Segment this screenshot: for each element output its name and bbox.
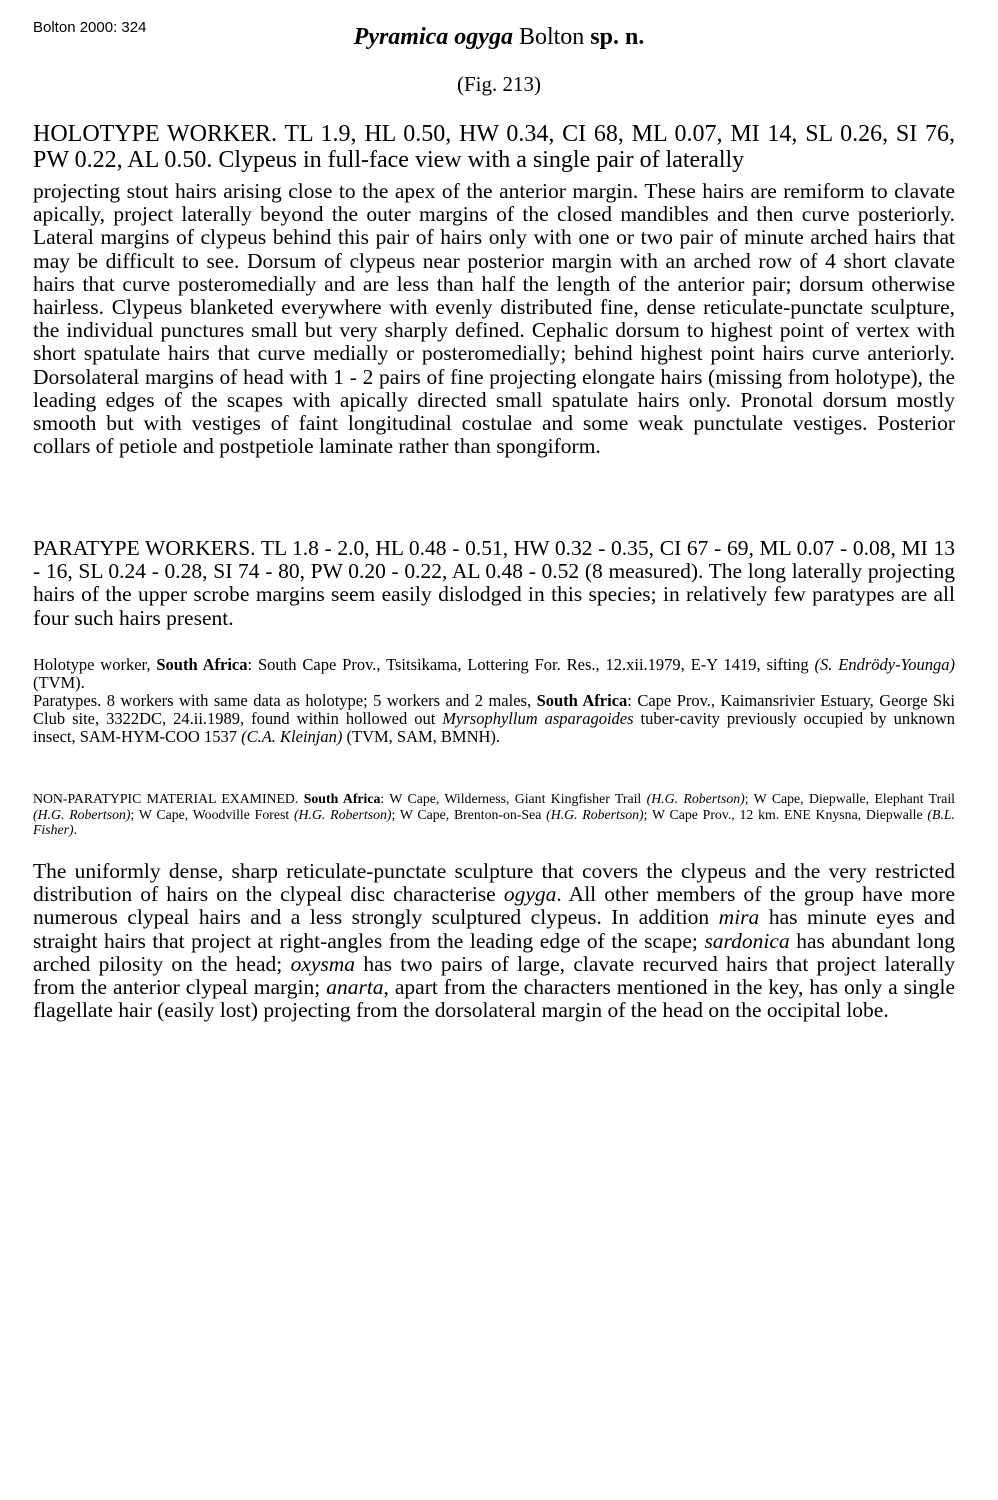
discussion-section — [33, 860, 955, 1022]
discussion-text: has minute eyes and straight hairs that project at right-angles from the leading edge of the scape; — [33, 905, 955, 953]
holotype-prefix: Holotype worker, — [33, 655, 157, 674]
paratypes-rest: tuber-cavity previously occupied by unknown insect, SAM-HYM-COO 1537 — [33, 709, 955, 746]
discussion-text: has abundant long arched pilosity on the head; — [33, 928, 955, 976]
collector: (B.L. Fisher) — [33, 806, 956, 837]
holotype-locality: : South Cape Prov., Tsitsikama, Lottering For. Res., 12.xii.1979, E-Y 1419, sifting — [247, 655, 815, 674]
locality: ; W Cape, Diepwalle, Elephant Trail — [744, 791, 955, 806]
locality: ; W Cape Prov., 12 km. ENE Knysna, Diepwalle — [643, 806, 928, 822]
species-mira: mira — [718, 905, 760, 930]
non-paratypic-heading: NON-PARATYPIC MATERIAL EXAMINED. — [33, 791, 304, 806]
paratype-workers-section — [33, 537, 955, 630]
holotype-measurements-text: TL 1.9, HL 0.50, HW 0.34, CI 68, ML 0.07, MI 14, SL 0.26, SI 76, PW 0.22, AL 0.50. Clypeus in full-face view with a single pair of laterally — [33, 121, 956, 173]
locality: : W Cape, Wilderness, Giant Kingfisher Trail — [380, 791, 647, 806]
species-oxysma: oxysma — [290, 951, 356, 976]
paratypes-plant: Myrsophyllum asparagoides — [442, 709, 634, 728]
collector: (H.G. Robertson) — [293, 806, 392, 822]
paratypes-collector: (C.A. Kleinjan) — [241, 727, 343, 746]
record-end: . — [73, 822, 78, 837]
discussion-text: , apart from the characters mentioned in the key, has only a single flagellate hair (easily lost) projecting from the dorsolateral margin of the head on the occipital lobe. — [33, 975, 955, 1023]
species-status: sp. n. — [590, 24, 645, 50]
holotype-measurements — [33, 121, 955, 173]
species-title — [0, 24, 998, 51]
page-reference: Bolton 2000: 324 — [33, 19, 147, 36]
material-section — [33, 656, 955, 746]
discussion-text: . All other members of the group have more numerous clypeal hairs and a less strongly sculptured clypeus. In addition — [33, 882, 955, 930]
locality: ; W Cape, Woodville Forest — [130, 806, 294, 822]
holotype-collector: (S. Endrödy-Younga) — [814, 655, 955, 674]
species-anarta: anarta — [326, 975, 384, 1000]
collector: (H.G. Robertson) — [33, 806, 131, 822]
paratype-heading: PARATYPE WORKERS. — [33, 536, 256, 560]
paratypes-prefix: Paratypes. 8 workers with same data as holotype; 5 workers and 2 males, — [33, 691, 537, 710]
collector: (H.G. Robertson) — [646, 791, 745, 806]
holotype-country: South Africa — [156, 655, 248, 674]
holotype-heading: HOLOTYPE WORKER. — [33, 121, 277, 147]
paratype-text: TL 1.8 - 2.0, HL 0.48 - 0.51, HW 0.32 - 0.35, CI 67 - 69, ML 0.07 - 0.08, MI 13 - 16, SL 0.24 - 0.28, SI 74 - 80, PW 0.20 - 0.22, AL 0.48 - 0.52 (8 measured). The long laterally projecting hairs of the upper scrobe margins seem easily dislodged in this species; in relatively few paratypes are all four such hairs present. — [33, 536, 955, 630]
holotype-description — [33, 180, 955, 458]
species-ogyga: ogyga — [503, 882, 557, 907]
discussion-text: has two pairs of large, clavate recurved hairs that project laterally from the anterior clypeal margin; — [33, 951, 955, 1000]
non-paratypic-country: South Africa — [303, 791, 381, 806]
paratypes-locality: : Cape Prov., Kaimansrivier Estuary, George Ski Club site, 3322DC, 24.ii.1989, found within hollowed out — [33, 691, 955, 728]
paratypes-depository: (TVM, SAM, BMNH). — [342, 727, 501, 746]
discussion-text: The uniformly dense, sharp reticulate-punctate sculpture that covers the clypeus and the very restricted distribution of hairs on the clypeal disc characterise — [33, 859, 955, 907]
holotype-record — [33, 656, 955, 692]
non-paratypic-material — [33, 791, 955, 838]
species-name: Pyramica ogyga — [353, 24, 513, 50]
holotype-description-text: projecting stout hairs arising close to the apex of the anterior margin. These hairs are remiform to clavate apically, project laterally beyond the outer margins of the closed mandibles and then curve posteriorly. Lateral margins of clypeus behind this pair of hairs only with one or two pair of minute arched hairs that may be difficult to see. Dorsum of clypeus near posterior margin with an arched row of 4 short clavate hairs that curve posteromedially and are less than half the length of the anterior pair; dorsum otherwise hairless. Clypeus blanketed everywhere with evenly distributed fine, dense reticulate-punctate sculpture, the individual punctures small but very sharply defined. Cephalic dorsum to highest point of vertex with short spatulate hairs that curve medially or posteromedially; behind highest point hairs curve anteriorly. Dorsolateral margins of head with 1 - 2 pairs of fine projecting elongate hairs (missing from holotype), the leading edges of the scapes with apically directed small spatulate hairs only. Pronotal dorsum mostly smooth but with vestiges of faint longitudinal costulae and some weak punctulate vestiges. Posterior collars of petiole and postpetiole laminate rather than spongiform. — [33, 179, 955, 459]
locality: ; W Cape, Brenton-on-Sea — [391, 806, 547, 822]
figure-reference: (Fig. 213) — [457, 72, 541, 96]
paratypes-country: South Africa — [536, 691, 628, 710]
species-sardonica: sardonica — [704, 928, 790, 953]
paratypes-record — [33, 692, 955, 746]
holotype-depository: (TVM). — [33, 673, 85, 692]
collector: (H.G. Robertson) — [546, 806, 644, 822]
species-author: Bolton — [512, 24, 591, 50]
